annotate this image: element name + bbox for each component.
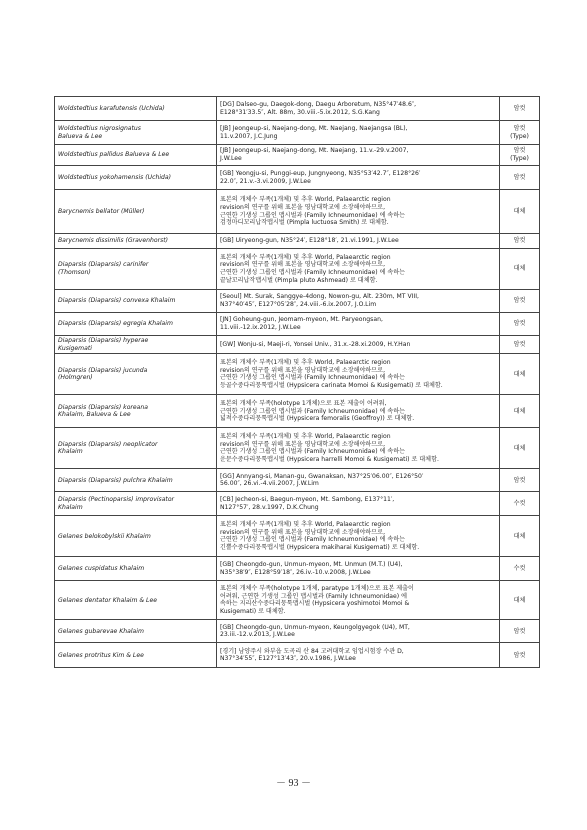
note-cell: [500, 336, 540, 354]
locality-line: 근연한 기생성 그룹인 맵시벌과 (Family Ichneumonidae) 에 속하는: [220, 211, 406, 219]
locality-line: 표본의 개체수 부족(1개체) 및 추후 World, Palaearctic region: [220, 521, 391, 528]
locality-line: 속하는 지리산수중다리뭉툭맵시벌 (Hypsicera yoshimotoi Momoi &: [220, 600, 410, 608]
species-name-cell: [55, 290, 217, 313]
note-line: 암컷: [513, 297, 526, 305]
locality-line: 표본의 개체수 부족(1개체) 및 추후 World, Palaearctic region: [220, 359, 391, 366]
locality-line: [JB] Jeongeup-si, Naejang-dong, Mt. Naejang, 11.v.-29.v.2007,: [220, 147, 409, 155]
note-cell: [500, 97, 540, 121]
locality-cell: [217, 492, 500, 516]
table-row: [55, 557, 540, 581]
table-row: [55, 620, 540, 643]
species-name-line: Diaparsis (Diaparsis) carinifer: [58, 261, 149, 269]
locality-line: [DG] Dalseo-gu, Daegok-dong, Daegu Arboretum, N35°47′48.6″,: [220, 100, 417, 108]
locality-line: [GB] Cheongdo-gun, Unmun-myeon, Mt. Unmun (M.T.) (U4),: [220, 561, 403, 569]
note-line: 대체: [513, 265, 526, 273]
note-cell: [500, 516, 540, 557]
locality-line: 근연한 기생성 그룹인 맵시벌과 (Family Ichneumonidae) 에 속하는: [220, 536, 406, 544]
locality-line: 운문수중다리뭉툭맵시벌 (Hypsicera harrelli Momoi & Kusigemati) 로 대체함.: [220, 456, 439, 464]
locality-line: 표본의 개체수 부족(1개체) 및 추후 World, Palaearctic region: [220, 253, 391, 261]
note-cell: [500, 145, 540, 166]
species-name-line: Diaparsis (Diaparsis) neoplicator: [58, 440, 158, 448]
species-name-cell: [55, 121, 217, 145]
locality-line: 표본의 개체수 부족(1개체) 및 추후 World, Palaearctic region: [220, 433, 391, 440]
species-name-line: Diaparsis (Diaparsis) koreana: [58, 403, 149, 411]
locality-line: revision의 연구를 위해 표본을 영남대학교에 소장해야하므로,: [220, 366, 386, 374]
note-cell: [500, 469, 540, 492]
table-row: [55, 190, 540, 234]
species-name-line: Khalaim: [58, 503, 83, 511]
species-name-line: Kusigemati: [58, 344, 92, 352]
table-row: [55, 492, 540, 516]
locality-line: J.W.Lee: [220, 155, 242, 162]
species-name-cell: [55, 557, 217, 581]
locality-cell: [217, 121, 500, 145]
locality-line: 56.00″, 26.vi.-4.vii.2007, J.W.Lim: [220, 480, 319, 488]
locality-line: 어려워, 근연한 기생성 그룹인 맵시벌과 (Family Ichneumonidae) 에: [220, 592, 407, 600]
species-name-line: Gelanes cuspidatus Khalaim: [58, 565, 145, 573]
note-line: 대체: [513, 407, 526, 415]
table-row: [55, 469, 540, 492]
note-line: 암컷: [513, 627, 526, 635]
table-row: [55, 97, 540, 121]
table-row: [55, 643, 540, 668]
table-row: [55, 581, 540, 620]
specimen-table: [54, 96, 540, 668]
locality-line: N35°38′9″, E128°59′18″, 26.iv.-10.v.2008, J.W.Lee: [220, 568, 371, 576]
species-name-line: Diaparsis (Diaparsis) convexa Khalaim: [58, 297, 176, 305]
species-name-cell: [55, 620, 217, 643]
locality-line: 표본의 개체수 부족(holotype 1개체, paratype 1개체)으로 표본 제출이: [220, 585, 414, 592]
species-name-cell: [55, 516, 217, 557]
species-name-line: Diaparsis (Pectinoparsis) improvisator: [58, 496, 175, 504]
locality-cell: [217, 516, 500, 557]
table-row: [55, 121, 540, 145]
note-cell: [500, 313, 540, 336]
locality-cell: [217, 395, 500, 428]
species-name-cell: [55, 643, 217, 668]
note-line: 암컷: [513, 237, 526, 245]
note-cell: [500, 354, 540, 395]
note-line: 대체: [513, 532, 526, 540]
locality-line: E128°31′33.5″, Alt. 88m, 30.viii.-5.ix.2012, S.G.Kang: [220, 108, 380, 116]
locality-line: 근연한 기생성 그룹인 맵시벌과 (Family Ichneumonidae) 에 속하는: [220, 448, 406, 456]
note-line: 수컷: [513, 565, 526, 573]
locality-line: 근연한 기생성 그룹인 맵시벌과 (Family Ichneumonidae) 에 속하는: [220, 407, 406, 415]
note-cell: [500, 121, 540, 145]
locality-line: 표본의 개체수 부족(1개체) 및 추후 World, Palaearctic region: [220, 196, 391, 204]
note-cell: [500, 557, 540, 581]
locality-line: 11.v.2007, J.C.Jung: [220, 132, 278, 140]
table-row: [55, 290, 540, 313]
locality-line: [경기] 남양주시 와부읍 도곡리 산 84 고려대학교 임업시험장 수관 D,: [220, 647, 404, 655]
table-row: [55, 145, 540, 166]
locality-cell: [217, 97, 500, 121]
species-name-line: Woldstedtius yokohamensis (Uchida): [58, 173, 171, 181]
note-cell: [500, 581, 540, 620]
note-line: 암컷: [513, 320, 526, 328]
note-line: 수컷: [513, 500, 526, 508]
locality-cell: [217, 313, 500, 336]
table-row: [55, 249, 540, 290]
locality-cell: [217, 428, 500, 469]
locality-line: [GB] Cheongdo-gun, Unmun-myeon, Keungolgyegok (U4), MT,: [220, 623, 410, 631]
note-cell: [500, 428, 540, 469]
note-cell: [500, 620, 540, 643]
species-name-cell: [55, 492, 217, 516]
species-name-cell: [55, 145, 217, 166]
locality-line: revision의 연구를 위해 표본을 영남대학교에 소장해야하므로,: [220, 261, 386, 269]
table-row: [55, 395, 540, 428]
note-line: 대체: [513, 444, 526, 452]
species-name-line: Khalaim, Balueva & Lee: [58, 411, 131, 419]
locality-line: [CB] Jecheon-si, Baegun-myeon, Mt. Sambong, E137°11′,: [220, 496, 395, 504]
species-name-cell: [55, 581, 217, 620]
species-name-cell: [55, 234, 217, 249]
species-name-line: Diaparsis (Diaparsis) jucunda: [58, 366, 148, 374]
note-line: 대체: [513, 207, 526, 215]
note-cell: [500, 395, 540, 428]
locality-line: [GB] Uiryeong-gun, N35°24′, E128°18′, 21.vi.1991, J.W.Lee: [220, 237, 399, 245]
species-name-cell: [55, 166, 217, 190]
species-name-line: Gelanes protritus Kim & Lee: [58, 651, 144, 659]
locality-line: 근연한 기생성 그룹인 맵시벌과 (Family Ichneumonidae) 에 속하는: [220, 374, 406, 382]
note-line: 암컷: [513, 173, 526, 181]
locality-line: [JN] Goheung-gun, Jeomam-myeon, Mt. Paryeongsan,: [220, 316, 383, 324]
note-line: 암컷: [513, 104, 526, 112]
locality-cell: [217, 249, 500, 290]
locality-line: N127°57′, 28.v.1997, D.K.Chung: [220, 503, 319, 511]
species-name-cell: [55, 249, 217, 290]
table-row: [55, 234, 540, 249]
species-name-line: (Thomson): [58, 269, 91, 276]
table-row: [55, 336, 540, 354]
table-row: [55, 313, 540, 336]
locality-line: 등골수중다리뭉툭맵시벌 (Hypsicera carinata Momoi & Kusigemati) 로 대체함.: [220, 382, 443, 390]
note-line: (Type): [510, 155, 529, 162]
locality-cell: [217, 620, 500, 643]
species-name-cell: [55, 336, 217, 354]
species-name-line: (Holmgren): [58, 374, 93, 382]
specimen-table-body: [55, 97, 540, 668]
species-name-line: Barycnemis dissimilis (Gravenhorst): [58, 237, 169, 245]
locality-line: 넓적수중다리뭉툭맵시벌 (Hypsicera femoralis (Geoffroy)) 로 대체함.: [220, 415, 415, 423]
locality-cell: [217, 581, 500, 620]
species-name-cell: [55, 395, 217, 428]
locality-line: [GB] Yeongju-si, Punggi-eup, Jungnyeong, N35°53′42.7″, E128°26′: [220, 169, 421, 177]
note-line: 암컷: [513, 147, 526, 155]
locality-line: 끝날꼬리납작맵시벌 (Pimpla pluto Ashmead) 로 대체함.: [220, 276, 378, 284]
locality-cell: [217, 234, 500, 249]
locality-line: revision의 연구를 위해 표본을 영남대학교에 소장해야하므로,: [220, 528, 386, 536]
note-cell: [500, 234, 540, 249]
species-name-line: Barycnemis bellator (Müller): [58, 207, 145, 215]
locality-line: 근연한 기생성 그룹인 맵시벌과 (Family Ichneumonidae) 에 속하는: [220, 269, 406, 276]
note-line: 암컷: [513, 651, 526, 659]
table-row: [55, 354, 540, 395]
locality-line: N37°34′55″, E127°13′43″, 20.v.1986, J.W.Lee: [220, 655, 356, 663]
species-name-line: Khalaim: [58, 448, 83, 456]
locality-line: [JB] Jeongeup-si, Naejang-dong, Mt. Naejang, Naejangsa (BL),: [220, 124, 408, 132]
species-name-cell: [55, 190, 217, 234]
note-line: (Type): [510, 132, 529, 140]
note-line: 대체: [513, 370, 526, 378]
locality-cell: [217, 354, 500, 395]
locality-line: revision의 연구를 위해 표본을 영남대학교에 소장해야하므로,: [220, 440, 386, 448]
note-cell: [500, 492, 540, 516]
note-cell: [500, 190, 540, 234]
locality-line: [GG] Annyang-si, Manan-gu, Gwanaksan, N37°25′06.00″, E126°50′: [220, 472, 424, 480]
species-name-line: Gelanes gubarevae Khalaim: [58, 627, 144, 635]
locality-cell: [217, 336, 500, 354]
page-number: － 93 －: [276, 778, 311, 789]
species-name-line: Balueva & Lee: [58, 132, 103, 140]
locality-cell: [217, 166, 500, 190]
note-cell: [500, 290, 540, 313]
locality-line: 표본의 개체수 부족(holotype 1개체)으로 표본 제출이 어려워,: [220, 399, 387, 407]
locality-line: Kusigemati) 로 대체함.: [220, 608, 286, 616]
table-row: [55, 428, 540, 469]
note-line: 암컷: [513, 340, 526, 348]
species-name-line: Woldstedtius karafutensis (Uchida): [58, 104, 165, 112]
species-name-cell: [55, 313, 217, 336]
table-row: [55, 516, 540, 557]
note-line: 암컷: [513, 124, 526, 132]
species-name-line: Gelanes dentator Khalaim & Lee: [58, 596, 157, 604]
locality-cell: [217, 469, 500, 492]
species-name-cell: [55, 469, 217, 492]
locality-line: [Seoul] Mt. Surak, Sanggye-4dong, Nowon-gu, Alt. 230m, MT VIII,: [220, 293, 419, 301]
note-line: 암컷: [513, 476, 526, 484]
locality-cell: [217, 290, 500, 313]
species-name-line: Diaparsis (Diaparsis) hyperae: [58, 337, 149, 344]
locality-line: 23.iii.-12.v.2013, J.W.Lee: [220, 631, 295, 639]
locality-cell: [217, 145, 500, 166]
table-row: [55, 166, 540, 190]
note-cell: [500, 166, 540, 190]
note-line: 대체: [513, 596, 526, 604]
locality-line: revision의 연구를 위해 표본을 영남대학교에 소장해야하므로,: [220, 203, 386, 211]
locality-cell: [217, 190, 500, 234]
species-name-line: Gelanes belokobylskii Khalaim: [58, 532, 151, 540]
locality-line: 긴뿔수중다리뭉툭맵시벌 (Hypsicera makiharai Kusigemati) 로 대체함.: [220, 544, 420, 552]
species-name-cell: [55, 354, 217, 395]
note-cell: [500, 643, 540, 668]
species-name-cell: [55, 428, 217, 469]
species-name-line: Diaparsis (Diaparsis) pulchra Khalaim: [58, 476, 173, 484]
locality-line: [GW] Wonju-si, Maeji-ri, Yonsei Univ., 31.x.-28.xi.2009, H.Y.Han: [220, 340, 411, 348]
species-name-line: Woldstedtius pallidus Balueva & Lee: [58, 151, 170, 159]
locality-line: 검정마디꼬리납작맵시벌 (Pimpla luctuosa Smith) 로 대체함.: [220, 219, 389, 227]
note-cell: [500, 249, 540, 290]
species-name-line: Woldstedtius nigrosignatus: [58, 124, 141, 132]
species-name-line: Diaparsis (Diaparsis) egregia Khalaim: [58, 320, 173, 328]
species-name-cell: [55, 97, 217, 121]
locality-line: 22.0″, 21.v.-3.vi.2009, J.W.Lee: [220, 177, 311, 185]
locality-line: 11.viii.-12.ix.2012, J.W.Lee: [220, 324, 301, 331]
locality-cell: [217, 557, 500, 581]
locality-line: N37°40′45″, E127°05′28″, 24.viii.-6.ix.2007, J.O.Lim: [220, 301, 377, 308]
locality-cell: [217, 643, 500, 668]
